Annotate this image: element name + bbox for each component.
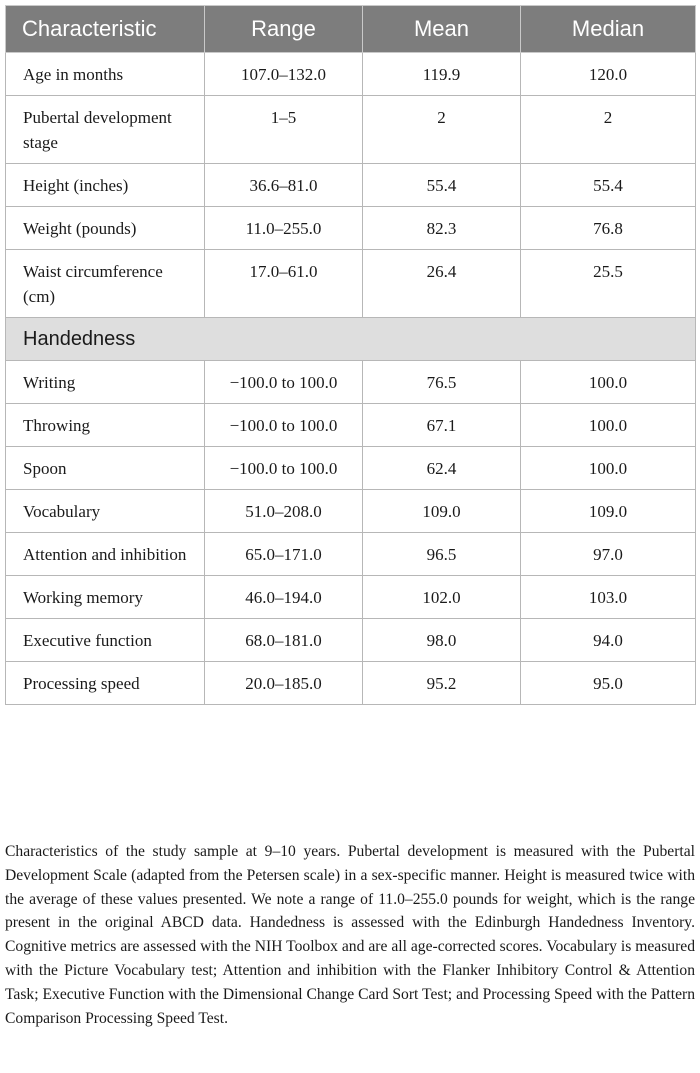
header-mean: Mean — [363, 6, 521, 53]
row-range: 36.6–81.0 — [205, 164, 363, 207]
row-label: Pubertal development stage — [6, 96, 205, 164]
row-mean: 82.3 — [363, 207, 521, 250]
row-label: Spoon — [6, 447, 205, 490]
row-range: 46.0–194.0 — [205, 576, 363, 619]
row-mean: 55.4 — [363, 164, 521, 207]
table-row — [6, 576, 696, 619]
row-median: 76.8 — [521, 207, 696, 250]
row-mean: 26.4 — [363, 250, 521, 318]
table-row — [6, 96, 696, 164]
table-row — [6, 361, 696, 404]
header-median: Median — [521, 6, 696, 53]
row-label: Height (inches) — [6, 164, 205, 207]
row-median: 55.4 — [521, 164, 696, 207]
table-row — [6, 533, 696, 576]
row-range: 17.0–61.0 — [205, 250, 363, 318]
table-row — [6, 404, 696, 447]
row-median: 25.5 — [521, 250, 696, 318]
table-caption: Characteristics of the study sample at 9–10 years. Pubertal development is measured with the Pubertal Development Scale (adapted from the Petersen scale) in a sex-specific manner. Height is measured twice with the average of these values presented. We note a range of 11.0–255.0 pounds for weight, which is the range present in the original ABCD data. Handedness is assessed with the Edinburgh Handedness Inventory. Cognitive metrics are assessed with the NIH Toolbox and are all age-corrected scores. Vocabulary is measured with the Picture Vocabulary test; Attention and inhibition with the Flanker Inhibitory Control & Attention Task; Executive Function with the Dimensional Change Card Sort Test; and Processing Speed with the Pattern Comparison Processing Speed Test. — [5, 843, 695, 1027]
row-label: Attention and inhibition — [6, 533, 205, 576]
row-median: 100.0 — [521, 404, 696, 447]
table-row — [6, 53, 696, 96]
row-label: Writing — [6, 361, 205, 404]
header-characteristic: Characteristic — [6, 6, 205, 53]
table-row — [6, 207, 696, 250]
section-label: Handedness — [6, 318, 696, 361]
row-mean: 95.2 — [363, 662, 521, 705]
row-median: 100.0 — [521, 361, 696, 404]
table-row — [6, 447, 696, 490]
row-range: 65.0–171.0 — [205, 533, 363, 576]
row-median: 120.0 — [521, 53, 696, 96]
row-label: Working memory — [6, 576, 205, 619]
row-range: 51.0–208.0 — [205, 490, 363, 533]
row-range: 1–5 — [205, 96, 363, 164]
table-header-row — [6, 6, 696, 53]
row-range: −100.0 to 100.0 — [205, 404, 363, 447]
row-label: Executive function — [6, 619, 205, 662]
row-mean: 102.0 — [363, 576, 521, 619]
table-row — [6, 490, 696, 533]
row-range: −100.0 to 100.0 — [205, 361, 363, 404]
header-range: Range — [205, 6, 363, 53]
row-range: −100.0 to 100.0 — [205, 447, 363, 490]
row-label: Processing speed — [6, 662, 205, 705]
section-row-handedness — [6, 318, 696, 361]
table-row — [6, 164, 696, 207]
row-label: Vocabulary — [6, 490, 205, 533]
characteristics-table — [5, 5, 696, 705]
row-median: 94.0 — [521, 619, 696, 662]
table-row — [6, 250, 696, 318]
row-median: 103.0 — [521, 576, 696, 619]
table-row — [6, 662, 696, 705]
row-range: 68.0–181.0 — [205, 619, 363, 662]
row-median: 97.0 — [521, 533, 696, 576]
row-mean: 109.0 — [363, 490, 521, 533]
row-median: 109.0 — [521, 490, 696, 533]
row-mean: 96.5 — [363, 533, 521, 576]
row-range: 20.0–185.0 — [205, 662, 363, 705]
row-label: Throwing — [6, 404, 205, 447]
row-mean: 2 — [363, 96, 521, 164]
row-mean: 98.0 — [363, 619, 521, 662]
table-row — [6, 619, 696, 662]
row-mean: 76.5 — [363, 361, 521, 404]
row-mean: 67.1 — [363, 404, 521, 447]
row-median: 95.0 — [521, 662, 696, 705]
row-label: Age in months — [6, 53, 205, 96]
row-mean: 119.9 — [363, 53, 521, 96]
row-range: 11.0–255.0 — [205, 207, 363, 250]
row-range: 107.0–132.0 — [205, 53, 363, 96]
row-median: 100.0 — [521, 447, 696, 490]
row-median: 2 — [521, 96, 696, 164]
row-label: Weight (pounds) — [6, 207, 205, 250]
row-mean: 62.4 — [363, 447, 521, 490]
row-label: Waist circumference (cm) — [6, 250, 205, 318]
